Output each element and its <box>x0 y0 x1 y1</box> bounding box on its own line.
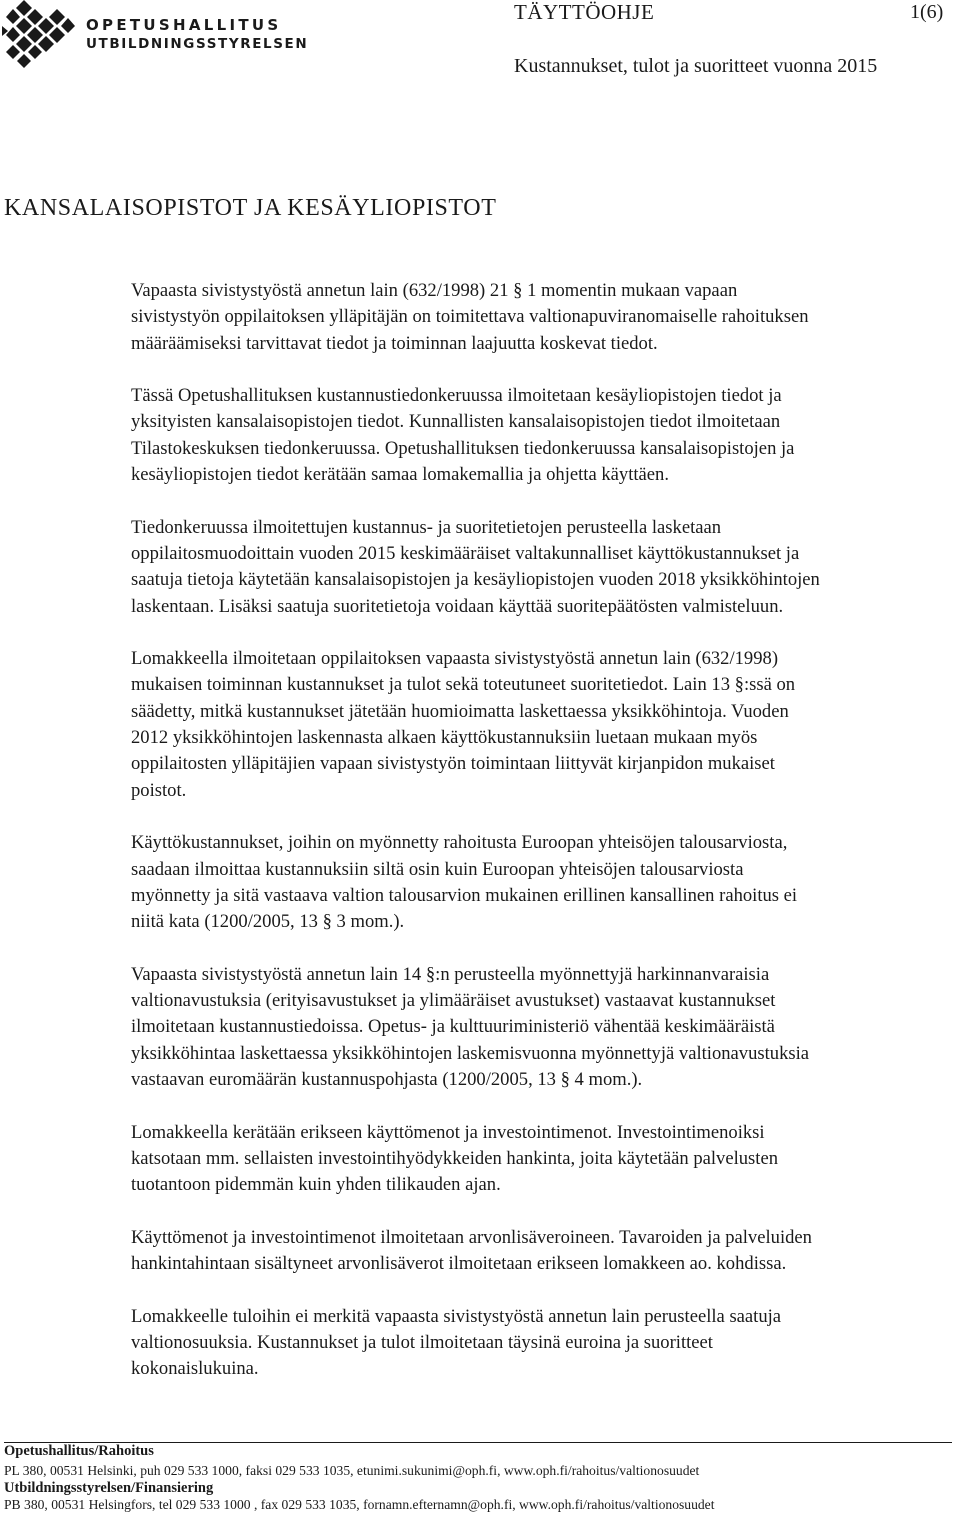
text-line: Käyttökustannukset, joihin on myönnetty rahoitusta Euroopan yhteisöjen talousarviosta, <box>131 832 788 854</box>
text-line: mukaisen toiminnan kustannukset ja tulot sekä toteutuneet suoritetiedot. Lain 13 §:ssä on <box>131 674 796 696</box>
text-line: myönnetty ja sitä vastaava valtion talousarvion mukainen erillinen kansallinen rahoitus ei <box>131 884 798 906</box>
document-type: TÄYTTÖOHJE <box>514 0 655 24</box>
logo-text-swedish: UTBILDNINGSSTYRELSEN <box>86 36 309 52</box>
text-line: säädetty, mitkä kustannukset jätetään huomioimatta laskettaessa yksikköhintoja. Vuoden <box>131 700 789 722</box>
footer-address-swedish: PB 380, 00531 Helsingfors, tel 029 533 1000 , fax 029 533 1035, fornamn.efternamn@oph.fi, www.oph.fi/rahoitus/valtionosuudet <box>4 1497 715 1512</box>
text-line: vastaavan euromäärän kustannuspohjasta (1200/2005, 13 § 4 mom.). <box>131 1068 643 1090</box>
paragraph <box>131 1225 946 1278</box>
text-line: laskentaan. Lisäksi saatuja suoritetietoja voidaan käyttää suoritepäätösten valmisteluun. <box>131 595 784 617</box>
text-line: poistot. <box>131 779 187 801</box>
text-line: hankintahintaan sisältyneet arvonlisäverot ilmoitetaan erikseen lomakkeen ao. kohdissa. <box>131 1252 787 1274</box>
text-line: Vapaasta sivistystyöstä annetun lain 14 §:n perusteella myönnettyjä harkinnanvaraisia <box>131 963 770 985</box>
body-text <box>131 278 946 1409</box>
text-line: Lomakkeella kerätään erikseen käyttömenot ja investointimenot. Investointimenoiksi <box>131 1121 765 1143</box>
text-line: katsotaan mm. sellaisten investointihyödykkeiden hankinta, joita käytetään palvelusten <box>131 1147 779 1169</box>
paragraph <box>131 383 946 488</box>
text-line: oppilaitosmuodoittain vuoden 2015 keskimääräiset valtakunnalliset käyttökustannukset ja <box>131 542 800 564</box>
text-line: niitä kata (1200/2005, 13 § 3 mom.). <box>131 911 405 933</box>
text-line: oppilaitosten ylläpitäjien vapaan sivistystyön toimintaan liittyvät kirjanpidon mukaiset <box>131 753 775 775</box>
text-line: kesäyliopistojen tiedot kerätään samaa lomakemallia ja ohjetta käyttäen. <box>131 464 669 486</box>
text-line: ilmoitetaan kustannustiedoissa. Opetus- ja kulttuuriministeriö vähentää keskimääräistä <box>131 1016 775 1038</box>
text-line: Lomakkeella ilmoitetaan oppilaitoksen vapaasta sivistystyöstä annetun lain (632/1998) <box>131 648 779 670</box>
text-line: valtionosuuksia. Kustannukset ja tulot ilmoitetaan täysinä euroina ja suoritteet <box>131 1331 713 1353</box>
text-line: saatuja tietoja käytetään kansalaisopistojen ja kesäyliopistojen vuoden 2018 yksikköhintojen <box>131 569 820 591</box>
text-line: valtionavustuksia (erityisavustukset ja ylimääräiset avustukset) vastaavat kustannukset <box>131 990 776 1012</box>
paragraph <box>131 1304 946 1383</box>
text-line: Tilastokeskuksen tiedonkeruussa. Opetushallituksen tiedonkeruussa kansalaisopistojen ja <box>131 437 795 459</box>
footer-org-finnish: Opetushallitus/Rahoitus <box>4 1443 154 1459</box>
paragraph <box>131 830 946 935</box>
text-line: Tiedonkeruussa ilmoitettujen kustannus- ja suoritetietojen perusteella lasketaan <box>131 516 722 538</box>
text-line: kokonaislukuina. <box>131 1358 259 1380</box>
text-line: tuotantoon pidemmän kuin yhden tilikauden ajan. <box>131 1174 501 1196</box>
footer-org-swedish: Utbildningsstyrelsen/Finansiering <box>4 1480 214 1496</box>
logo-diamonds-icon <box>2 0 82 70</box>
document-subtitle: Kustannukset, tulot ja suoritteet vuonna 2015 <box>514 55 878 77</box>
text-line: sivistystyön oppilaitoksen ylläpitäjän on toimitettava valtionapuviranomaiselle rahoituksen <box>131 306 809 328</box>
text-line: Vapaasta sivistystyöstä annetun lain (632/1998) 21 § 1 momentin mukaan vapaan <box>131 280 738 301</box>
footer-address-finnish: PL 380, 00531 Helsinki, puh 029 533 1000, faksi 029 533 1035, etunimi.sukunimi@oph.fi, www.oph.fi/rahoitus/valtionosuudet <box>4 1463 700 1478</box>
page-number: 1(6) <box>910 1 944 23</box>
page-title: KANSALAISOPISTOT JA KESÄYLIOPISTOT <box>4 195 497 221</box>
paragraph <box>131 1120 946 1199</box>
paragraph <box>131 962 946 1093</box>
text-line: yksikköhintaa laskettaessa yksikköhintojen laskemisvuonna myönnettyjä valtionavustuksia <box>131 1042 810 1064</box>
paragraph <box>131 278 946 357</box>
logo <box>2 0 309 70</box>
text-line: yksityisten kansalaisopistojen tiedot. Kunnallisten kansalaisopistojen tiedot ilmoitetaan <box>131 411 781 433</box>
text-line: määräämiseksi tarvittavat tiedot ja toiminnan laajuutta koskevat tiedot. <box>131 332 658 354</box>
text-line: saadaan ilmoittaa kustannuksiin siltä osin kuin Euroopan yhteisöjen talousarviosta <box>131 858 744 880</box>
paragraph <box>131 646 946 804</box>
paragraph <box>131 515 946 620</box>
text-line: Käyttömenot ja investointimenot ilmoitetaan arvonlisäveroineen. Tavaroiden ja palveluiden <box>131 1226 812 1248</box>
text-line: 2012 yksikköhintojen laskennasta alkaen käyttökustannuksiin luetaan mukaan myös <box>131 727 758 749</box>
text-line: Tässä Opetushallituksen kustannustiedonkeruussa ilmoitetaan kesäyliopistojen tiedot ja <box>131 385 782 407</box>
logo-text-finnish: OPETUSHALLITUS <box>86 16 282 34</box>
text-line: Lomakkeelle tuloihin ei merkitä vapaasta sivistystyöstä annetun lain perusteella saatuja <box>131 1305 782 1327</box>
